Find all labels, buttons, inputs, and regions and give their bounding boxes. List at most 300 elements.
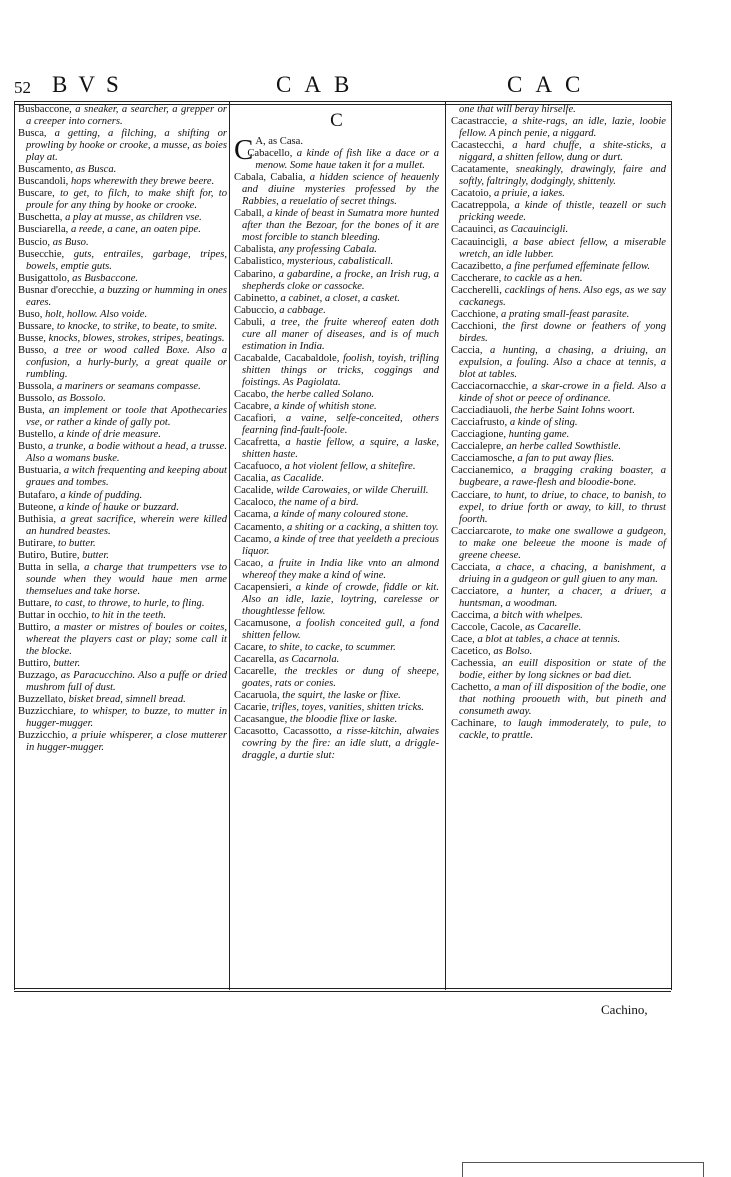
entry-definition: the bloodie flixe or laske. <box>287 714 398 726</box>
entry-headword: Cacciafrusto, <box>451 417 508 429</box>
dictionary-entry <box>234 509 439 521</box>
entry-headword: Cacama, <box>234 509 271 521</box>
entry-headword: Butiro, Butire, <box>18 549 80 561</box>
entry-headword: Cacazibetto, <box>451 260 504 272</box>
entry-definition: an implement or toole that Apothecaries vse, or rather a kinde of gally pot. <box>26 405 227 429</box>
entry-definition: a great sacrifice, wherein were killed an hundred beastes. <box>26 513 227 537</box>
dictionary-entry <box>18 730 227 754</box>
dictionary-entry <box>234 485 439 497</box>
section-letter: C <box>330 110 343 131</box>
entry-headword: Buzzellato, <box>18 694 66 706</box>
entry-definition: foolish, toyish, trifling shitten things or tricks, coggings and foistings. As Pagiolata. <box>242 352 439 388</box>
entry-headword: Cacatreppola, <box>451 200 510 212</box>
entry-headword: Cacarelle, <box>234 666 277 678</box>
entry-definition: a play at musse, as children vse. <box>62 212 202 224</box>
entry-headword: Cabacello, <box>247 148 293 160</box>
dictionary-entry <box>234 148 439 172</box>
bottom-rule-inner <box>14 991 671 992</box>
entry-definition: a cabbage. <box>276 304 326 316</box>
entry-definition: a cabinet, a closet, a casket. <box>277 292 400 304</box>
entry-headword: Cacciagione, <box>451 429 507 441</box>
dictionary-entry <box>234 534 439 558</box>
entry-definition: a trunke, a bodie without a head, a trusse. Also a womans buske. <box>26 441 227 465</box>
entry-headword: Cacafiori, <box>234 413 277 425</box>
entry-definition: a fan to put away flies. <box>514 453 614 465</box>
entry-definition: a prating small-feast parasite. <box>498 308 630 320</box>
entry-definition: guts, entrailes, garbage, tripes, bowels, emptie guts. <box>26 248 227 272</box>
entry-definition: the treckles or dung of sheepe, goates, rats or conies. <box>242 666 439 690</box>
dictionary-entry <box>18 212 227 224</box>
entry-definition: a risse-kitchin, alwaies cowring by the fire: an idle slutt, a driggle-draggle, a durtie slut: <box>242 726 439 762</box>
entry-headword: Cacastraccie, <box>451 116 508 128</box>
dictionary-entry <box>18 164 227 176</box>
entry-headword: Bussola, <box>18 381 55 393</box>
entry-headword: Cacao, <box>234 557 264 569</box>
dictionary-entry <box>451 658 666 682</box>
entry-headword: Busbaccone, <box>18 104 72 115</box>
entry-headword: Buscamento, <box>18 164 74 176</box>
entry-definition: a kinde of hauke or buzzard. <box>55 501 179 513</box>
entry-definition: to cast, to throwe, to hurle, to fling. <box>51 597 205 609</box>
entry-headword: Cachinare, <box>451 718 497 730</box>
dictionary-entry <box>234 269 439 293</box>
entry-headword: Busnar d'orecchie, <box>18 284 97 296</box>
entry-definition: an euill disposition or state of the bodie, either by long sicknes or bad diet. <box>459 658 666 682</box>
dictionary-entry <box>451 405 666 417</box>
entry-headword: Cacaruola, <box>234 690 280 702</box>
dictionary-entry <box>451 237 666 261</box>
entry-headword: Cabarino, <box>234 268 276 280</box>
dictionary-entry <box>18 610 227 622</box>
entry-definition: as Buso. <box>50 236 89 248</box>
entry-definition: any professing Cabala. <box>276 244 377 256</box>
entry-definition: the first downe or feathers of yong birdes. <box>459 320 666 344</box>
entry-definition: a mariners or seamans compasse. <box>54 381 201 393</box>
entry-headword: Caccianemico, <box>451 465 514 477</box>
entry-definition: a kinde of many coloured stone. <box>270 509 409 521</box>
dictionary-entry <box>18 562 227 598</box>
entry-definition: a chace, a chacing, a banishment, a driuing in a gudgeon or gull giuen to any man. <box>459 561 666 585</box>
entry-headword: Cacaloco, <box>234 497 277 509</box>
entry-headword: Buscio, <box>18 236 51 248</box>
dictionary-entry <box>234 353 439 389</box>
entry-definition: to whisper, to buzze, to mutter in hugger-mugger. <box>26 706 227 730</box>
entry-definition: a vaine, selfe-conceited, others fearning find-fault-foole. <box>242 413 439 437</box>
entry-headword: Cacciata, <box>451 561 491 573</box>
entry-definition: a kinde of whitish stone. <box>271 401 377 413</box>
entry-definition: a getting, a filching, a shifting or prowling by hooke or crooke, a musse, as boies play at. <box>26 128 227 164</box>
entry-headword: Caccialepre, <box>451 441 504 453</box>
entry-headword: Busecchie, <box>18 248 65 260</box>
entry-definition: a foolish conceited gull, a fond shitten fellow. <box>242 617 439 641</box>
dictionary-entry <box>451 490 666 526</box>
dictionary-entry <box>451 562 666 586</box>
entry-definition: a kinde of tree that yeeldeth a precious liquor. <box>242 533 439 557</box>
dictionary-entry <box>234 642 439 654</box>
entry-headword: Cacatoio, <box>451 188 492 200</box>
entry-definition: a kinde of sling. <box>507 417 578 429</box>
entry-headword: Butafaro, <box>18 489 58 501</box>
entry-headword: A, as Casa. <box>255 136 304 147</box>
entry-definition: a hunter, a chacer, a driuer, a huntsman, a woodman. <box>459 585 666 609</box>
entry-definition: sneakingly, drawingly, faire and softly, faltringly, dodgingly, shittenly. <box>459 164 666 188</box>
entry-headword: Cace, <box>451 634 475 646</box>
entry-headword: Buscare, <box>18 188 55 200</box>
dictionary-entry <box>451 453 666 465</box>
dictionary-entry <box>18 490 227 502</box>
dictionary-entry <box>234 293 439 305</box>
entry-headword: Caccherare, <box>451 272 502 284</box>
dictionary-entry <box>451 164 666 188</box>
entry-definition: to get, to filch, to make shift for, to proule for any thing by hooke or crooke. <box>26 188 227 212</box>
entry-headword: Busca, <box>18 128 47 140</box>
entry-definition: to butter. <box>55 537 96 549</box>
entry-headword: Caccima, <box>451 609 491 621</box>
entry-definition: a bitch with whelpes. <box>490 609 583 621</box>
entry-definition: a base abiect fellow, a miserable wretch, an idle lubber. <box>459 236 666 260</box>
dictionary-entry <box>451 188 666 200</box>
running-head-right: CAC <box>507 72 594 97</box>
entry-definition: a kinde of beast in Sumatra more hunted after than the Bezoar, for the bones of it are most forcible to stanch bleeding. <box>242 208 439 244</box>
entry-definition: a shiting or a cacking, a shitten toy. <box>284 521 439 533</box>
dictionary-entry <box>451 321 666 345</box>
entry-headword: Cacamusone, <box>234 617 291 629</box>
entry-definition: a hunting, a chasing, a driuing, an expulsion, a fouling. Also a chace at tennis, a blot at tables. <box>459 344 666 381</box>
entry-definition: a buzzing or humming in ones eares. <box>26 284 227 308</box>
entry-definition: a gabardine, a frocke, an Irish rug, a shepherds cloke or cassocke. <box>242 268 439 292</box>
entry-definition: wilde Carowaies, or wilde Cheruill. <box>273 485 429 497</box>
dictionary-entry <box>18 128 227 164</box>
dictionary-entry <box>18 622 227 658</box>
entry-headword: Cacciadiauoli, <box>451 405 512 417</box>
entry-definition: as Cacarnola. <box>276 654 340 666</box>
entry-definition: the herbe Saint Iohns woort. <box>511 405 635 417</box>
dictionary-entry <box>451 104 666 116</box>
dictionary-entry <box>18 694 227 706</box>
entry-headword: Cabinetto, <box>234 292 278 304</box>
dictionary-entry <box>234 522 439 534</box>
entry-headword: Buzzago, <box>18 670 58 682</box>
entry-headword: Cabuccio, <box>234 304 277 316</box>
dictionary-entry <box>451 200 666 224</box>
dictionary-entry <box>18 514 227 538</box>
entry-definition: a priuie, a iakes. <box>491 188 565 200</box>
entry-headword: Cacatamente, <box>451 164 509 176</box>
dictionary-entry <box>234 497 439 509</box>
dictionary-entry <box>18 465 227 489</box>
entry-headword: Caball, <box>234 208 265 220</box>
dictionary-entry <box>451 429 666 441</box>
entry-headword: Buzzicchio, <box>18 730 69 742</box>
entry-headword: Bustuaria, <box>18 465 62 477</box>
column-cab <box>234 104 439 762</box>
entry-headword: Cacabre, <box>234 401 272 413</box>
entry-headword: Cacciatore, <box>451 585 499 597</box>
next-page-edge <box>462 1162 704 1177</box>
dictionary-entry <box>18 598 227 610</box>
entry-headword: Bustello, <box>18 429 56 441</box>
entry-headword: Cacare, <box>234 641 267 653</box>
dictionary-entry <box>18 104 227 128</box>
entry-headword: Cacciacornacchie, <box>451 381 529 393</box>
entry-definition: trifles, toyes, vanities, shitten tricks. <box>269 702 425 714</box>
entry-definition: to hunt, to driue, to chace, to banish, to expel, to driue forth or away, to kill, to thrust foorth. <box>459 489 666 525</box>
entry-definition: a priuie whisperer, a close mutterer in hugger-mugger. <box>26 730 227 754</box>
entry-definition: as Busbaccone. <box>69 272 139 284</box>
entry-headword: Cacciamosche, <box>451 453 515 465</box>
entry-headword: Cacetico, <box>451 646 491 658</box>
entry-definition: as Bossolo. <box>54 393 106 405</box>
entry-definition: as Cacarelle. <box>522 622 582 634</box>
entry-headword: Cabalistico, <box>234 256 285 268</box>
entry-definition: a skar-crowe in a field. Also a kinde of shot or peece of ordinance. <box>459 381 666 405</box>
dictionary-entry <box>18 249 227 273</box>
entry-headword: Cacchioni, <box>451 320 497 332</box>
running-head-left: BVS <box>52 72 130 97</box>
dictionary-entry <box>18 393 227 405</box>
entry-definition: one that will beray hirselfe. <box>459 104 576 115</box>
entry-headword: Buso, <box>18 308 43 320</box>
entry-headword: Busso, <box>18 344 47 356</box>
entry-headword: Cacabo, <box>234 388 269 400</box>
dictionary-entry <box>234 654 439 666</box>
entry-headword: Buttiro, <box>18 622 51 634</box>
dictionary-entry <box>18 550 227 562</box>
dictionary-entry <box>18 321 227 333</box>
entry-definition: a kinde of thistle, teazell or such pricking weede. <box>459 200 666 224</box>
dictionary-entry <box>234 473 439 485</box>
dictionary-entry <box>234 666 439 690</box>
entry-headword: Cacauinci, <box>451 224 497 236</box>
dictionary-entry <box>18 405 227 429</box>
entry-headword: Buteone, <box>18 501 56 513</box>
entry-headword: Butta in sella, <box>18 561 80 573</box>
entry-definition: a master or mistres of boules or coites, whereat the players cast or play; some call it the blocke. <box>26 622 227 658</box>
entry-headword: Bussare, <box>18 320 55 332</box>
entry-definition: a sneaker, a searcher, a grepper or a creeper into corners. <box>26 104 227 128</box>
dictionary-entry <box>234 437 439 461</box>
dictionary-entry <box>451 465 666 489</box>
entry-definition: a witch frequenting and keeping about graues and tombes. <box>26 465 227 489</box>
entry-headword: Cabuli, <box>234 316 265 328</box>
entry-headword: Cacastecchi, <box>451 140 505 152</box>
entry-headword: Cacamo, <box>234 533 272 545</box>
dictionary-entry <box>234 690 439 702</box>
column-divider-1 <box>229 101 230 990</box>
column-border-right <box>671 101 672 990</box>
dictionary-entry <box>234 714 439 726</box>
dictionary-entry <box>234 461 439 473</box>
dictionary-entry <box>18 237 227 249</box>
dictionary-entry <box>451 718 666 742</box>
entry-headword: Buthisia, <box>18 513 56 525</box>
entry-headword: Busto, <box>18 441 46 453</box>
entry-definition: a hot violent fellow, a shitefire. <box>281 461 416 473</box>
dictionary-entry <box>18 706 227 730</box>
entry-definition: a hastie fellow, a squire, a laske, shitten haste. <box>242 437 439 461</box>
entry-definition: as Bolso. <box>490 646 533 658</box>
entry-definition: to knocke, to strike, to beate, to smite. <box>54 320 218 332</box>
entry-definition: holt, hollow. Also voide. <box>42 308 148 320</box>
dictionary-entry <box>18 224 227 236</box>
entry-headword: Cachetto, <box>451 682 492 694</box>
entry-headword: Buttar in occhio, <box>18 609 89 621</box>
entry-headword: Cacasangue, <box>234 714 288 726</box>
dictionary-entry <box>451 224 666 236</box>
dictionary-entry <box>451 345 666 381</box>
dictionary-entry <box>451 273 666 285</box>
dictionary-entry <box>234 702 439 714</box>
entry-definition: a charge that trumpetters vse to sounde when they would haue men arme themselues and take horse. <box>26 561 227 597</box>
entry-headword: Buschetta, <box>18 212 63 224</box>
entry-headword: Caccia, <box>451 344 483 356</box>
entry-headword: Busciarella, <box>18 224 69 236</box>
entry-headword: Butirare, <box>18 537 56 549</box>
entry-headword: Cacchione, <box>451 308 499 320</box>
dictionary-entry <box>451 140 666 164</box>
entry-definition: a blot at tables, a chace at tennis. <box>474 634 621 646</box>
entry-definition: as Cacauincigli. <box>496 224 569 236</box>
dictionary-entry <box>451 381 666 405</box>
dictionary-entry <box>18 345 227 381</box>
dictionary-entry <box>234 317 439 353</box>
entry-definition: to hit in the teeth. <box>88 609 166 621</box>
entry-headword: Cacapensieri, <box>234 581 292 593</box>
entry-headword: Cacalia, <box>234 473 269 485</box>
dictionary-entry <box>234 401 439 413</box>
entry-definition: to laugh immoderately, to pule, to cackle, to prattle. <box>459 718 666 742</box>
page-number: 52 <box>14 78 31 97</box>
entry-headword: Cacauincigli, <box>451 236 508 248</box>
entry-headword: Cacarie, <box>234 702 269 714</box>
dictionary-entry <box>451 634 666 646</box>
entry-definition: a kinde of crowde, fiddle or kit. Also an idle, lazie, loytring, carelesse or thoughtlesse fellow. <box>242 581 439 617</box>
entry-definition: a hard chuffe, a shite-sticks, a niggard, a shitten fellow, dung or durt. <box>459 140 666 164</box>
entry-definition: a tree, the fruite whereof eaten doth cure all maner of diseases, and is of much estimation in India. <box>242 316 439 352</box>
dictionary-entry <box>451 285 666 309</box>
top-rule <box>14 101 671 102</box>
entry-definition: butter. <box>79 549 109 561</box>
column-bus <box>18 104 227 755</box>
entry-definition: mysterious, cabalisticall. <box>284 256 394 268</box>
entry-definition: the name of a bird. <box>276 497 359 509</box>
entry-definition: a kinde of pudding. <box>57 489 143 501</box>
dictionary-entry <box>451 646 666 658</box>
entry-definition: as Busca. <box>73 164 117 176</box>
entry-definition: a hidden science of heauenly and diuine mysteries professed by the Rabbies, a reuelatio of secret things. <box>242 172 439 208</box>
dictionary-entry <box>18 285 227 309</box>
dictionary-entry <box>234 256 439 268</box>
entry-headword: Caccherelli, <box>451 284 502 296</box>
entry-headword: Busta, <box>18 405 45 417</box>
entry-definition: a fine perfumed effeminate fellow. <box>503 260 650 272</box>
entry-definition: a shite-rags, an idle, lazie, loobie fellow. A pinch penie, a niggard. <box>459 116 666 140</box>
entry-headword: Cacasotto, Cacassotto, <box>234 726 332 738</box>
dictionary-entry <box>451 682 666 718</box>
dictionary-entry <box>18 658 227 670</box>
entry-definition: bisket bread, simnell bread. <box>65 694 186 706</box>
entry-definition: butter. <box>50 658 81 670</box>
column-divider-2 <box>445 101 446 990</box>
dictionary-entry <box>451 610 666 622</box>
dictionary-entry <box>451 309 666 321</box>
dictionary-entry <box>451 116 666 140</box>
entry-definition: a tree or wood called Boxe. Also a confusion, a hurly-burly, a great quaile or rumbling. <box>26 344 227 381</box>
dictionary-entry <box>234 413 439 437</box>
entry-definition: hops wherewith they brewe beere. <box>68 176 215 188</box>
entry-headword: Buttiro, <box>18 658 51 670</box>
entry-headword: Buttare, <box>18 597 52 609</box>
drop-cap: C <box>234 134 254 166</box>
entry-definition: a reede, a cane, an oaten pipe. <box>68 224 201 236</box>
dictionary-entry <box>234 726 439 762</box>
dictionary-entry <box>18 188 227 212</box>
entry-headword: Buzzicchiare, <box>18 706 76 718</box>
entry-definition: a fruite in India like vnto an almond whereof they make a kind of wine. <box>242 557 439 581</box>
running-head-center: CAB <box>276 72 363 97</box>
column-cac <box>451 104 666 742</box>
dictionary-entry <box>18 381 227 393</box>
dictionary-entry <box>234 582 439 618</box>
dictionary-entry <box>18 333 227 345</box>
entry-headword: Cacamento, <box>234 521 285 533</box>
entry-definition: hunting game. <box>506 429 570 441</box>
entry-definition: a kinde of fish like a dace or a menow. Some haue taken it for a mullet. <box>255 148 439 172</box>
entry-definition: as Cacalide. <box>268 473 325 485</box>
dictionary-entry <box>234 172 439 208</box>
entry-headword: Caccole, Cacole, <box>451 622 523 634</box>
entry-definition: a kinde of drie measure. <box>55 429 161 441</box>
entry-definition: cacklings of hens. Also egs, as we say cackanegs. <box>459 284 666 308</box>
bottom-rule <box>14 988 671 989</box>
entry-headword: Cacarella, <box>234 654 277 666</box>
entry-headword: Cacafuoco, <box>234 461 282 473</box>
dictionary-entry <box>451 622 666 634</box>
dictionary-entry <box>18 309 227 321</box>
entry-definition: to cackle as a hen. <box>501 272 583 284</box>
entry-definition: an herbe called Sowthistle. <box>503 441 622 453</box>
entry-headword: Cacciare, <box>451 489 491 501</box>
dictionary-entry <box>234 305 439 317</box>
dictionary-entry <box>451 441 666 453</box>
dictionary-entry <box>451 586 666 610</box>
entry-headword: Cabalista, <box>234 244 277 256</box>
dictionary-entry <box>234 244 439 256</box>
dictionary-entry <box>451 261 666 273</box>
dictionary-entry <box>234 618 439 642</box>
entry-definition: a man of ill disposition of the bodie, one that nothing prooueth with, but pineth and consumeth away. <box>459 682 666 718</box>
entry-definition: to make one swallowe a gudgeon, to make one beleeue the moone is made of greene cheese. <box>459 525 666 561</box>
dictionary-entry <box>451 526 666 562</box>
entry-headword: Cacafretta, <box>234 437 281 449</box>
dictionary-entry <box>451 417 666 429</box>
column-border-left <box>14 101 15 990</box>
dictionary-entry <box>18 502 227 514</box>
catchword: Cachino, <box>601 1002 648 1017</box>
entry-headword: Cacabalde, Cacabaldole, <box>234 352 340 364</box>
dictionary-entry <box>18 441 227 465</box>
entry-headword: Cabala, Cabalia, <box>234 172 306 184</box>
entry-definition: knocks, blowes, strokes, stripes, beatings. <box>45 332 225 344</box>
dictionary-entry <box>18 273 227 285</box>
dictionary-entry <box>234 208 439 244</box>
entry-definition: to shite, to cacke, to scummer. <box>266 641 396 653</box>
entry-definition: a bragging craking boaster, a bugbeare, a rawe-flesh and bloodie-bone. <box>459 465 666 489</box>
dictionary-entry <box>18 176 227 188</box>
entry-definition: the herbe called Solano. <box>268 388 375 400</box>
dictionary-entry <box>18 538 227 550</box>
dictionary-entry <box>234 389 439 401</box>
